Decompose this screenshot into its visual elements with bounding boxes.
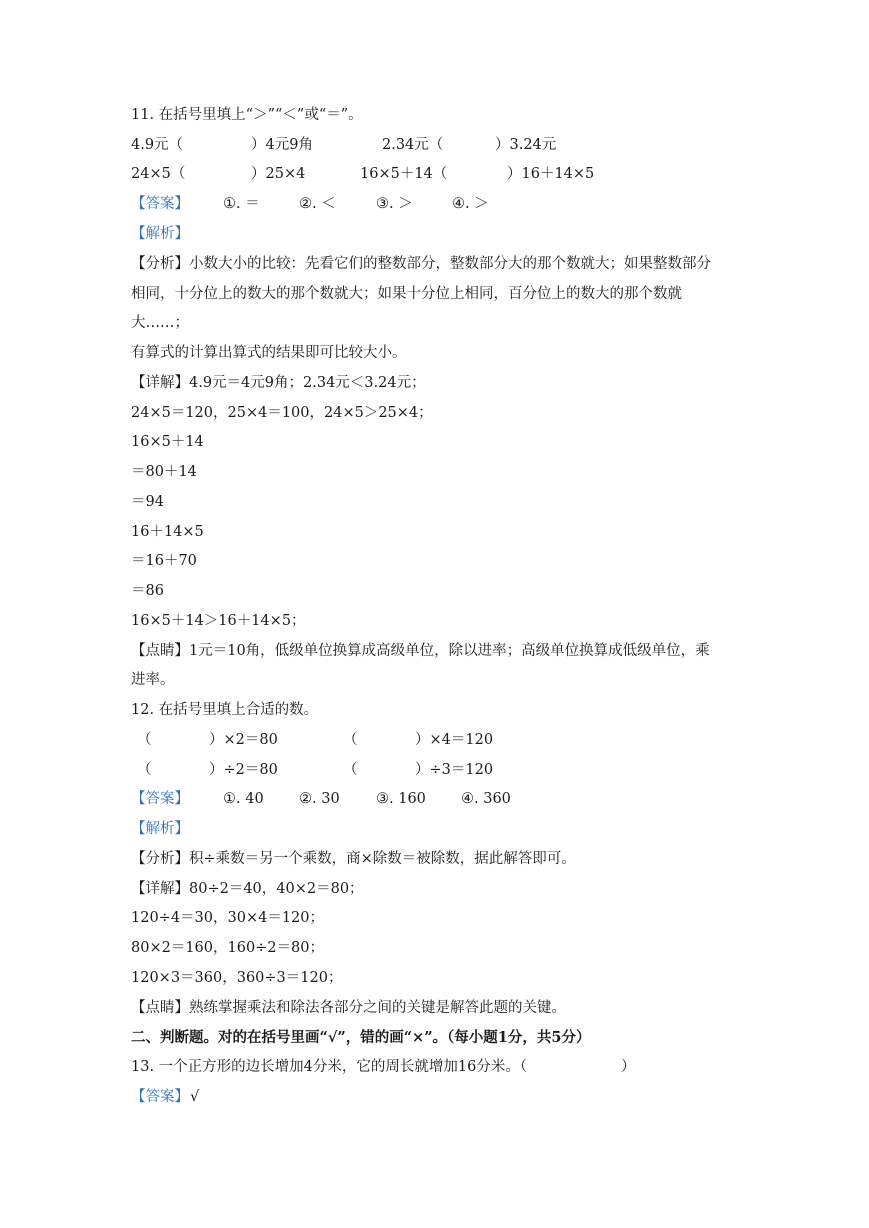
- q11-answer-1: ①. ＝: [223, 196, 260, 212]
- q12-row2: [131, 760, 731, 780]
- q11-xiangjie-1: 【详解】4.9元＝4元9角；2.34元＜3.24元；: [131, 375, 426, 391]
- q11-r1-c: 2.34元（: [382, 137, 444, 153]
- q12-dianjing: 【点睛】熟练掌握乘法和除法各部分之间的关键是解答此题的关键。: [131, 1000, 566, 1016]
- q12-xiangjie-1: 【详解】80÷2＝40，40×2＝80；: [131, 881, 364, 897]
- q13-title: 13. 一个正方形的边长增加4分米，它的周长就增加16分米。（: [131, 1059, 528, 1075]
- q11-fenxi-4: 有算式的计算出算式的结果即可比较大小。: [131, 345, 407, 361]
- q12-answer-line: [131, 789, 731, 809]
- q11-xiangjie-6: 16＋14×5: [131, 524, 204, 540]
- q11-r2-c: 16×5＋14（: [360, 166, 448, 182]
- q11-answer-4: ④. ＞: [452, 196, 489, 212]
- q11-answer-2: ②. ＜: [299, 196, 336, 212]
- q12-row1: [131, 730, 731, 750]
- q11-answer-tag: 【答案】: [131, 196, 189, 212]
- q12-r2-c: （: [343, 762, 358, 778]
- q12-xiangjie-2: 120÷4＝30，30×4＝120；: [131, 910, 325, 926]
- q13-answer-line: [131, 1087, 431, 1107]
- q12-answer-1: ①. 40: [223, 791, 264, 807]
- q12-answer-3: ③. 160: [376, 791, 426, 807]
- q12-r2-b: ）÷2＝80: [209, 762, 278, 778]
- q11-r1-b: ）4元9角: [251, 137, 313, 153]
- q12-xiangjie-4: 120×3＝360，360÷3＝120；: [131, 970, 343, 986]
- q11-answer-line: [131, 194, 731, 214]
- q12-r2-a: （: [137, 762, 152, 778]
- q11-fenxi-1: 【分析】小数大小的比较：先看它们的整数部分，整数部分大的那个数就大；如果整数部分: [131, 256, 711, 272]
- q12-r2-d: ）÷3＝120: [415, 762, 494, 778]
- q11-title: 11. 在括号里填上“＞”“＜”或“＝”。: [131, 107, 363, 123]
- section-2-heading: 二、判断题。对的在括号里画“√”，错的画“×”。（每小题1分，共5分）: [131, 1029, 591, 1046]
- q11-dianjing-2: 进率。: [131, 672, 175, 688]
- q11-xiangjie-2: 24×5＝120，25×4＝100，24×5＞25×4；: [131, 405, 433, 421]
- q12-r1-d: ）×4＝120: [415, 732, 494, 748]
- q12-r1-a: （: [137, 732, 152, 748]
- q11-xiangjie-8: ＝86: [131, 583, 164, 599]
- q11-fenxi-2: 相同，十分位上的数大的那个数就大；如果十分位上相同，百分位上的数大的那个数就: [131, 286, 682, 302]
- q11-xiangjie-3: 16×5＋14: [131, 434, 204, 450]
- q13-title-line: [131, 1057, 731, 1077]
- q11-xiangjie-9: 16×5＋14＞16＋14×5；: [131, 613, 306, 629]
- q11-row2: [131, 164, 731, 184]
- q13-close-paren: ）: [621, 1059, 636, 1075]
- q13-answer-tag: 【答案】: [131, 1089, 189, 1105]
- q12-answer-4: ④. 360: [461, 791, 511, 807]
- q13-answer: √: [190, 1089, 200, 1105]
- q11-xiangjie-4: ＝80＋14: [131, 464, 197, 480]
- q12-xiangjie-3: 80×2＝160，160÷2＝80；: [131, 940, 325, 956]
- q12-analysis-tag: 【解析】: [131, 821, 189, 837]
- q12-fenxi: 【分析】积÷乘数＝另一个乘数，商×除数＝被除数，据此解答即可。: [131, 851, 576, 867]
- q11-xiangjie-7: ＝16＋70: [131, 553, 197, 569]
- q12-title: 12. 在括号里填上合适的数。: [131, 702, 319, 718]
- q12-r1-c: （: [343, 732, 358, 748]
- q12-answer-2: ②. 30: [299, 791, 340, 807]
- q11-r1-a: 4.9元（: [131, 137, 184, 153]
- q11-r1-d: ）3.24元: [495, 137, 557, 153]
- q11-r2-b: ）25×4: [251, 166, 306, 182]
- q11-xiangjie-5: ＝94: [131, 494, 164, 510]
- q12-answer-tag: 【答案】: [131, 791, 189, 807]
- q11-r2-d: ）16＋14×5: [507, 166, 595, 182]
- q11-fenxi-3: 大……；: [131, 315, 189, 331]
- q11-r2-a: 24×5（: [131, 166, 186, 182]
- q11-row1: [131, 135, 731, 155]
- q12-r1-b: ）×2＝80: [209, 732, 278, 748]
- q11-dianjing-1: 【点睛】1元＝10角，低级单位换算成高级单位，除以进率；高级单位换算成低级单位，乘: [131, 643, 710, 659]
- q11-analysis-tag: 【解析】: [131, 226, 189, 242]
- q11-answer-3: ③. ＞: [376, 196, 413, 212]
